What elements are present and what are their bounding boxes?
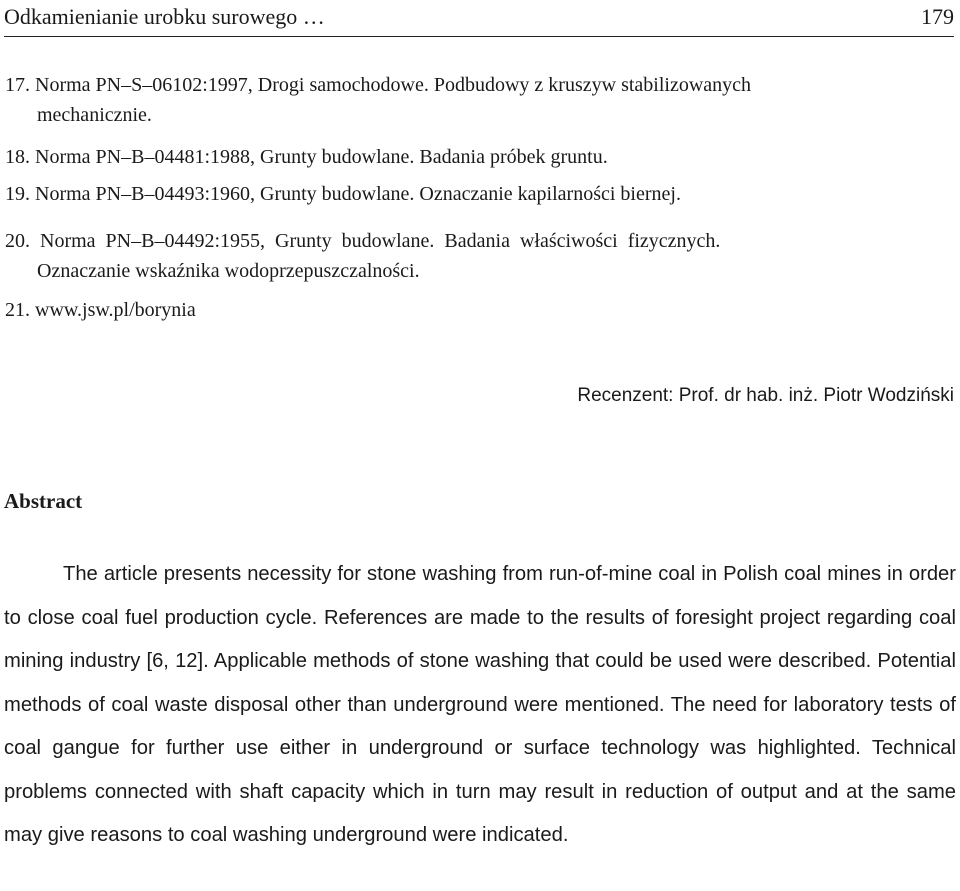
abstract-heading: Abstract — [4, 489, 83, 513]
abstract-body: The article presents necessity for stone washing from run-of-mine coal in Polish coal mines in order to close coal fuel production cycle. References are made to the results of foresight project regarding coal mining industry [6, 12]. Applicable methods of stone washing that could be used were described. Potential methods of coal waste disposal other than underground were mentioned. The need for laboratory tests of coal gangue for further use either in underground or surface technology was highlighted. Technical problems connected with shaft capacity which in turn may result in reduction of output and at the same may give reasons to coal washing underground were indicated. — [4, 563, 956, 846]
reference-text: Norma PN–B–04481:1988, Grunty budowlane. Badania próbek gruntu. — [35, 146, 608, 168]
reference-number: 21. — [5, 299, 30, 321]
reference-20 — [5, 226, 720, 256]
reference-20-continuation — [37, 256, 420, 286]
reference-link[interactable]: www.jsw.pl/borynia — [35, 299, 196, 321]
reference-number: 20. — [5, 230, 30, 252]
reference-18 — [5, 142, 608, 172]
reference-text: Norma PN–S–06102:1997, Drogi samochodowe. Podbudowy z kruszyw stabilizowanych — [35, 74, 752, 96]
reference-number: 18. — [5, 146, 30, 168]
reference-text: Oznaczanie wskaźnika wodoprzepuszczalności. — [37, 260, 420, 282]
running-header-title: Odkamienianie urobku surowego … — [4, 4, 325, 29]
reference-text: Norma PN–B–04493:1960, Grunty budowlane. Oznaczanie kapilarności biernej. — [35, 183, 681, 205]
reference-17 — [5, 70, 751, 100]
reference-21 — [5, 295, 196, 325]
reference-19 — [5, 179, 681, 209]
reference-number: 17. — [5, 74, 30, 96]
reviewer-note: Recenzent: Prof. dr hab. inż. Piotr Wodziński — [577, 385, 954, 406]
reference-text: Norma PN–B–04492:1955, Grunty budowlane. Badania właściwości fizycznych. — [40, 230, 721, 252]
reference-number: 19. — [5, 183, 30, 205]
reference-17-continuation — [37, 100, 152, 130]
page-number: 179 — [921, 4, 954, 29]
reference-text: mechanicznie. — [37, 104, 152, 126]
running-header — [4, 0, 954, 37]
